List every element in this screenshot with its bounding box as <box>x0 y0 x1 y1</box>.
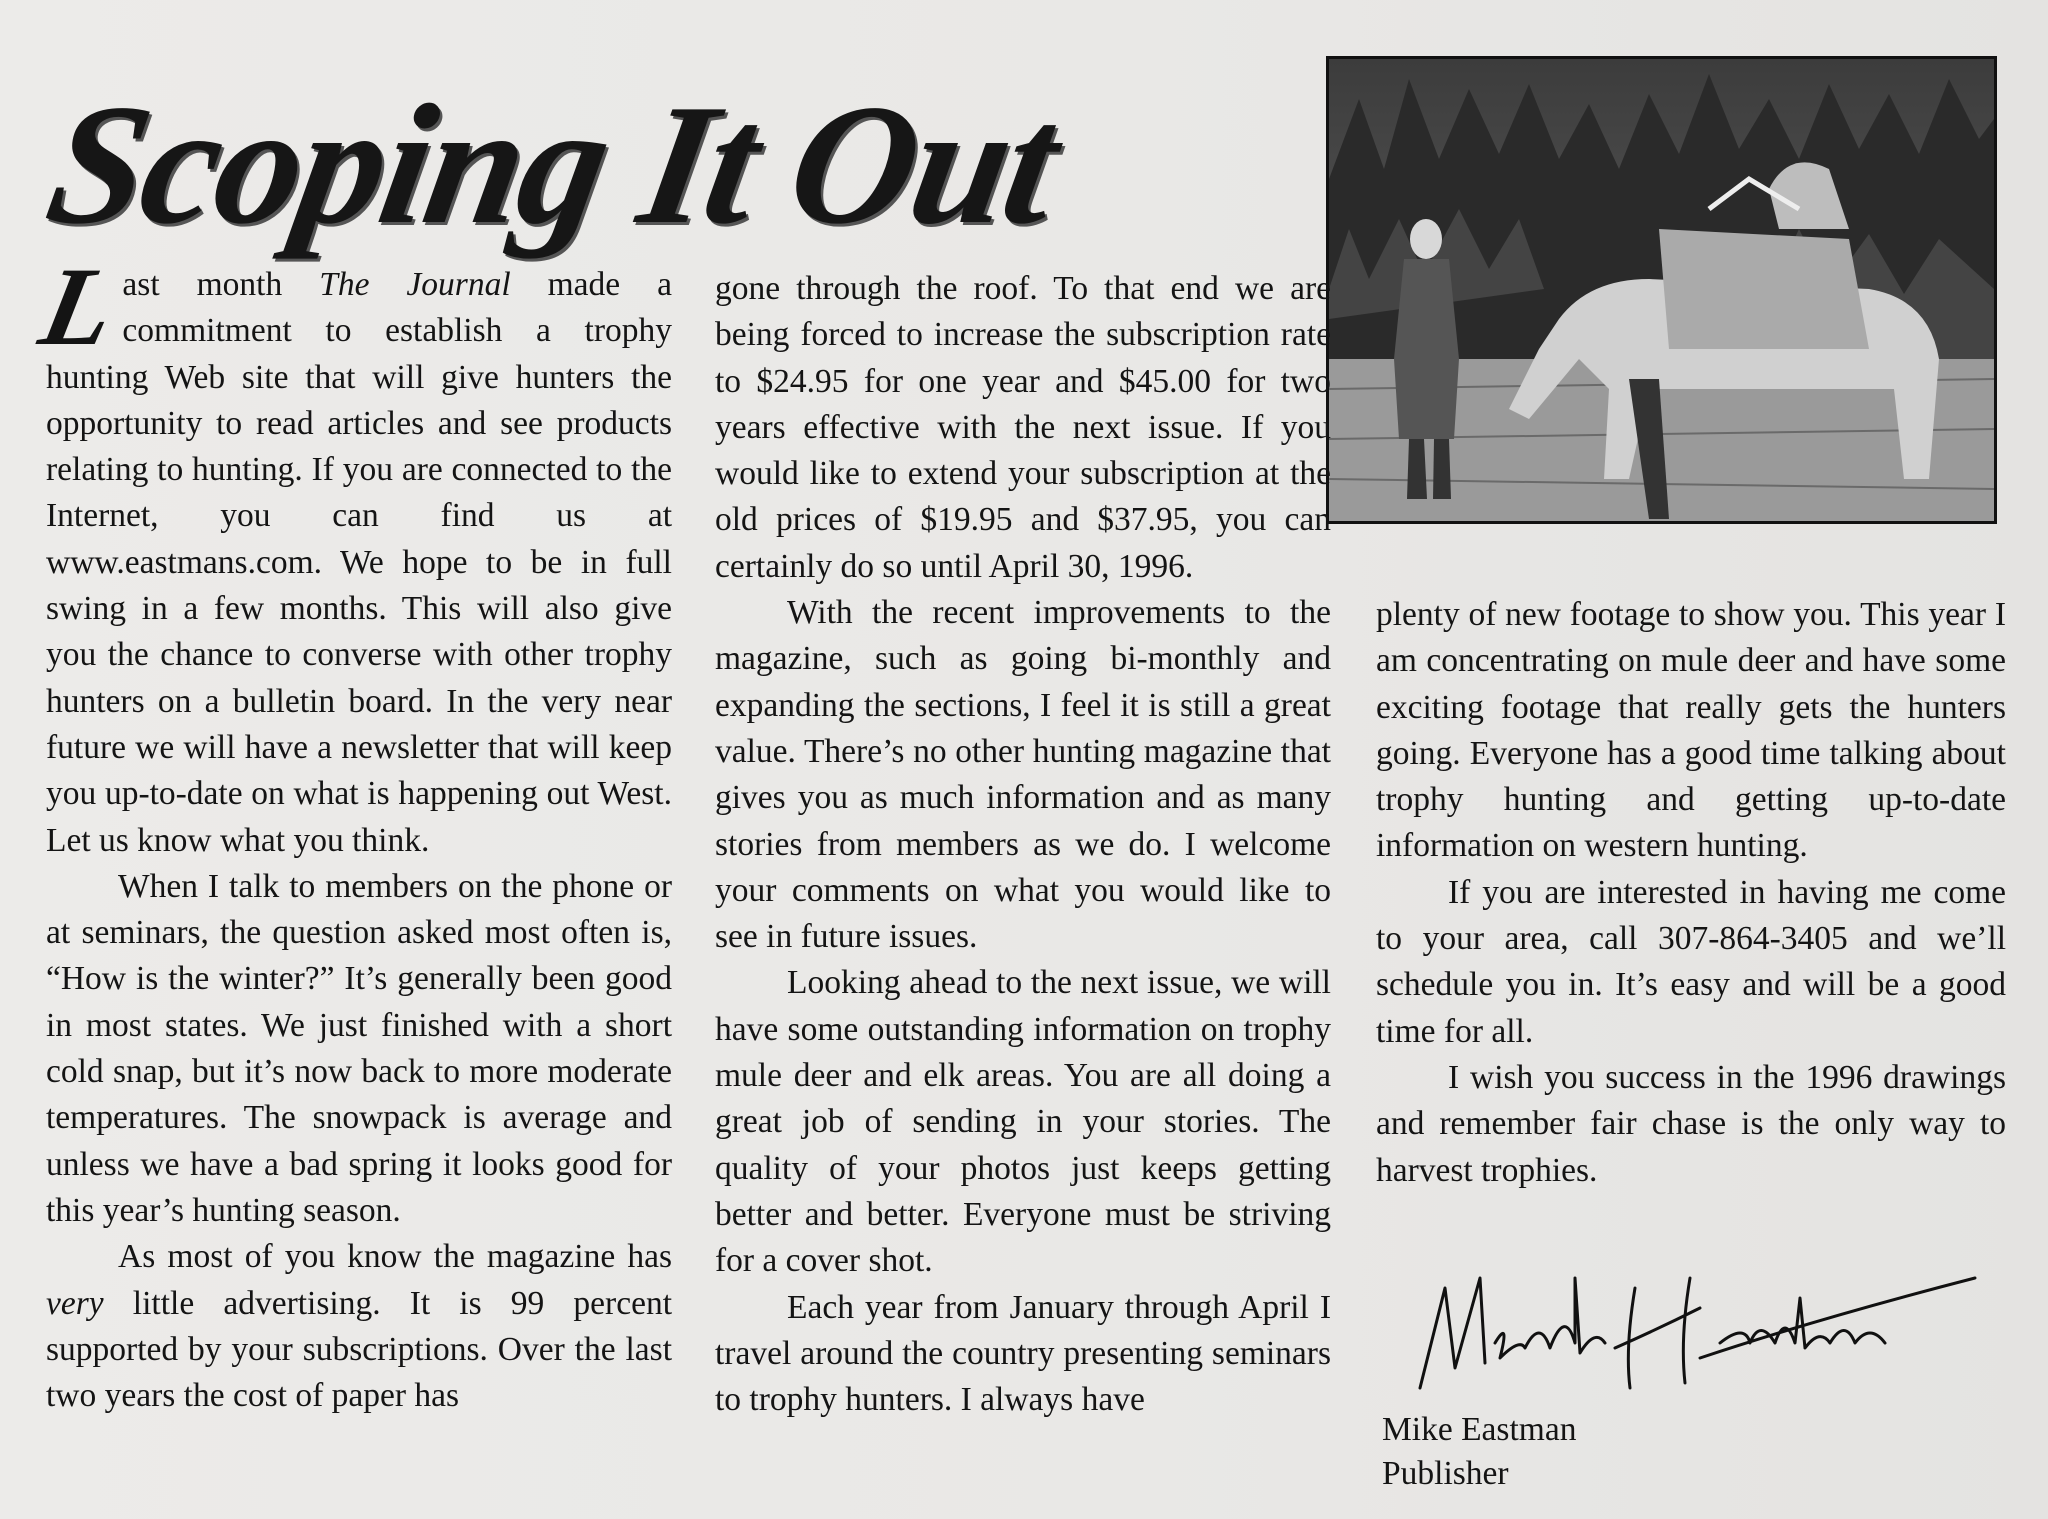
paragraph: I wish you success in the 1996 drawings and remember fair chase is the only way to harvest trophies. <box>1376 1058 2006 1189</box>
handwritten-signature <box>1400 1248 1980 1416</box>
text: little advertising. It is 99 percent supported by your subscriptions. Over the last two years the cost of paper has <box>46 1284 672 1415</box>
text: made a commitment to establish a trophy hunting Web site that will give hunters the opportunity to read articles and see products relating to hunting. If you are connected to the Internet, you can find us at www.eastmans.com. We hope to be in full swing in a few months. This will also give you the chance to converse with other trophy hunters on a bulletin board. In the very near future we will have a newsletter that will keep you up-to-date on what is happening out West. Let us know what you think. <box>46 266 672 859</box>
column-3 <box>1376 592 2006 1194</box>
byline <box>1382 1408 1576 1496</box>
column-1 <box>30 245 672 1419</box>
paragraph: When I talk to members on the phone or at seminars, the question asked most often is, “How is the winter?” It’s generally been good in most states. We just finished with a short cold snap, but it’s now back to more moderate temperatures. The snowpack is average and unless we have a bad spring it looks good for this year’s hunting season. <box>46 867 672 1229</box>
column-2 <box>715 266 1331 1423</box>
text: ast month <box>122 266 320 303</box>
author-title: Publisher <box>1382 1455 1509 1492</box>
paragraph: plenty of new footage to show you. This year I am concentrating on mule deer and have some exciting footage that really gets the hunters going. Everyone has a good time talking about trophy hunting and getting up-to-date information on western hunting. <box>1376 596 2006 865</box>
author-name: Mike Eastman <box>1382 1411 1577 1448</box>
photo-image <box>1329 59 1994 521</box>
drop-cap: L <box>30 245 126 369</box>
publication-name: The Journal <box>319 266 511 303</box>
paragraph: With the recent improvements to the magazine, such as going bi-monthly and expanding the sections, I feel it is still a great value. There’s no other hunting magazine that gives you as much information and as many stories from members as we do. I welcome your comments on what you would like to see in future issues. <box>715 594 1331 956</box>
paragraph: gone through the roof. To that end we are being forced to increase the subscription rate to $24.95 for one year and $45.00 for two years effective with the next issue. If you would like to extend your subscription at the old prices of $19.95 and $37.95, you can certainly do so until April 30, 1996. <box>715 270 1331 585</box>
text: As most of you know the magazine has <box>118 1238 672 1276</box>
paragraph: If you are interested in having me come to your area, call 307-864-3405 and we’ll schedule you in. It’s easy and will be a good time for all. <box>1376 873 2006 1050</box>
paragraph <box>46 1234 672 1419</box>
photo-hunter-with-pack-horse <box>1326 56 1997 524</box>
headline: Scoping It Out <box>35 70 1069 260</box>
paragraph: Each year from January through April I travel around the country presenting seminars to trophy hunters. I always have <box>715 1288 1331 1419</box>
paragraph <box>30 245 672 864</box>
emphasis: very <box>46 1284 104 1322</box>
paragraph: Looking ahead to the next issue, we will have some outstanding information on trophy mule deer and elk areas. You are all doing a great job of sending in your stories. The quality of your photos just keeps getting better and better. Everyone must be striving for a cover shot. <box>715 964 1331 1280</box>
